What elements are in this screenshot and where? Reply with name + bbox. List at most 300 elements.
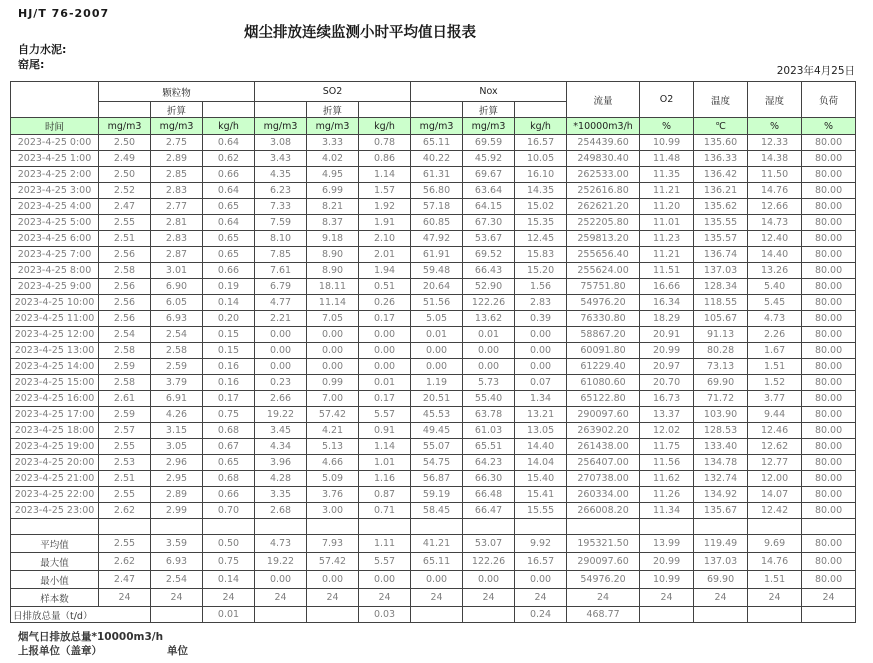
time-cell: 2023-4-25 23:00 <box>11 503 99 519</box>
value-cell: 0.16 <box>203 375 255 391</box>
value-cell: 80.00 <box>802 135 856 151</box>
value-cell: 2.50 <box>99 167 151 183</box>
summary-value-cell: 0.00 <box>255 571 307 589</box>
empty-subheader <box>359 102 411 118</box>
value-cell: 47.92 <box>411 231 463 247</box>
value-cell: 0.00 <box>255 327 307 343</box>
value-cell: 2.59 <box>151 359 203 375</box>
value-cell: 12.00 <box>748 471 802 487</box>
value-cell: 2.52 <box>99 183 151 199</box>
value-cell: 53.67 <box>463 231 515 247</box>
value-cell: 1.92 <box>359 199 411 215</box>
value-cell: 135.57 <box>694 231 748 247</box>
value-cell: 256407.00 <box>567 455 640 471</box>
summary-label: 最大值 <box>11 553 99 571</box>
value-cell: 20.70 <box>640 375 694 391</box>
summary-row <box>11 589 856 607</box>
summary-value-cell: 24 <box>748 589 802 607</box>
value-cell: 15.02 <box>515 199 567 215</box>
daily-total-cell <box>151 607 203 623</box>
value-cell: 2.58 <box>151 343 203 359</box>
summary-value-cell: 0.00 <box>359 571 411 589</box>
value-cell: 0.64 <box>203 215 255 231</box>
time-cell: 2023-4-25 11:00 <box>11 311 99 327</box>
value-cell: 54.75 <box>411 455 463 471</box>
value-cell: 1.16 <box>359 471 411 487</box>
time-cell: 2023-4-25 1:00 <box>11 151 99 167</box>
value-cell: 14.38 <box>748 151 802 167</box>
value-cell: 262621.20 <box>567 199 640 215</box>
empty-cell <box>307 519 359 535</box>
value-cell: 69.52 <box>463 247 515 263</box>
value-cell: 71.72 <box>694 391 748 407</box>
value-cell: 136.21 <box>694 183 748 199</box>
value-cell: 2.83 <box>151 231 203 247</box>
value-cell: 12.02 <box>640 423 694 439</box>
value-cell: 11.75 <box>640 439 694 455</box>
time-cell: 2023-4-25 10:00 <box>11 295 99 311</box>
value-cell: 14.40 <box>748 247 802 263</box>
value-cell: 3.15 <box>151 423 203 439</box>
table-row <box>11 455 856 471</box>
summary-value-cell: 0.75 <box>203 553 255 571</box>
value-cell: 132.74 <box>694 471 748 487</box>
value-cell: 4.35 <box>255 167 307 183</box>
table-row <box>11 471 856 487</box>
value-cell: 270738.00 <box>567 471 640 487</box>
summary-value-cell: 2.62 <box>99 553 151 571</box>
value-cell: 2.51 <box>99 471 151 487</box>
value-cell: 2.89 <box>151 151 203 167</box>
value-cell: 13.37 <box>640 407 694 423</box>
value-cell: 0.19 <box>203 279 255 295</box>
value-cell: 3.45 <box>255 423 307 439</box>
value-cell: 262533.00 <box>567 167 640 183</box>
value-cell: 20.64 <box>411 279 463 295</box>
value-cell: 0.64 <box>203 135 255 151</box>
value-cell: 6.99 <box>307 183 359 199</box>
summary-value-cell: 6.93 <box>151 553 203 571</box>
unit-header: mg/m3 <box>411 118 463 135</box>
col-header-load: 负荷 <box>802 82 856 118</box>
value-cell: 2.62 <box>99 503 151 519</box>
value-cell: 7.85 <box>255 247 307 263</box>
value-cell: 2.99 <box>151 503 203 519</box>
table-row <box>11 359 856 375</box>
summary-label: 最小值 <box>11 571 99 589</box>
value-cell: 6.91 <box>151 391 203 407</box>
table-row <box>11 327 856 343</box>
daily-total-cell <box>255 607 307 623</box>
daily-total-cell <box>307 607 359 623</box>
table-row <box>11 487 856 503</box>
footer-unit-label: 单位 <box>167 645 188 657</box>
value-cell: 128.53 <box>694 423 748 439</box>
value-cell: 20.91 <box>640 327 694 343</box>
summary-value-cell: 69.90 <box>694 571 748 589</box>
value-cell: 0.16 <box>203 359 255 375</box>
empty-cell <box>151 519 203 535</box>
value-cell: 0.01 <box>463 327 515 343</box>
daily-total-row <box>11 607 856 623</box>
unit-header: mg/m3 <box>151 118 203 135</box>
daily-total-cell: 468.77 <box>567 607 640 623</box>
summary-value-cell: 24 <box>151 589 203 607</box>
value-cell: 55.40 <box>463 391 515 407</box>
value-cell: 103.90 <box>694 407 748 423</box>
value-cell: 0.00 <box>411 359 463 375</box>
footer-reporting-unit-label: 上报单位（盖章） <box>18 645 102 657</box>
value-cell: 5.57 <box>359 407 411 423</box>
value-cell: 0.70 <box>203 503 255 519</box>
value-cell: 7.61 <box>255 263 307 279</box>
value-cell: 16.73 <box>640 391 694 407</box>
value-cell: 6.23 <box>255 183 307 199</box>
value-cell: 134.92 <box>694 487 748 503</box>
summary-value-cell: 5.57 <box>359 553 411 571</box>
value-cell: 76330.80 <box>567 311 640 327</box>
value-cell: 5.09 <box>307 471 359 487</box>
company-name: 自力水泥: <box>18 43 67 56</box>
value-cell: 2.58 <box>99 375 151 391</box>
summary-row <box>11 535 856 553</box>
empty-cell <box>567 519 640 535</box>
value-cell: 0.75 <box>203 407 255 423</box>
col-group-nox: Nox <box>411 82 567 102</box>
monitoring-site: 窑尾: <box>18 58 45 71</box>
value-cell: 0.00 <box>463 343 515 359</box>
empty-cell <box>359 519 411 535</box>
summary-value-cell: 24 <box>567 589 640 607</box>
value-cell: 0.67 <box>203 439 255 455</box>
summary-value-cell: 2.47 <box>99 571 151 589</box>
summary-value-cell: 195321.50 <box>567 535 640 553</box>
value-cell: 0.68 <box>203 471 255 487</box>
value-cell: 0.01 <box>359 375 411 391</box>
value-cell: 0.17 <box>203 391 255 407</box>
value-cell: 63.78 <box>463 407 515 423</box>
value-cell: 122.26 <box>463 295 515 311</box>
summary-value-cell: 53.07 <box>463 535 515 553</box>
col-header-converted-so2: 折算 <box>307 102 359 118</box>
summary-value-cell: 80.00 <box>802 571 856 589</box>
value-cell: 12.62 <box>748 439 802 455</box>
value-cell: 1.57 <box>359 183 411 199</box>
summary-row <box>11 553 856 571</box>
value-cell: 266008.20 <box>567 503 640 519</box>
table-row <box>11 279 856 295</box>
value-cell: 137.03 <box>694 263 748 279</box>
value-cell: 2.68 <box>255 503 307 519</box>
value-cell: 80.00 <box>802 439 856 455</box>
table-row <box>11 423 856 439</box>
value-cell: 80.00 <box>802 455 856 471</box>
value-cell: 3.00 <box>307 503 359 519</box>
summary-value-cell: 0.00 <box>515 571 567 589</box>
value-cell: 13.26 <box>748 263 802 279</box>
value-cell: 12.66 <box>748 199 802 215</box>
value-cell: 136.42 <box>694 167 748 183</box>
value-cell: 0.51 <box>359 279 411 295</box>
value-cell: 0.39 <box>515 311 567 327</box>
value-cell: 2.51 <box>99 231 151 247</box>
value-cell: 135.55 <box>694 215 748 231</box>
table-row <box>11 199 856 215</box>
value-cell: 61080.60 <box>567 375 640 391</box>
value-cell: 3.77 <box>748 391 802 407</box>
value-cell: 0.66 <box>203 167 255 183</box>
summary-value-cell: 24 <box>694 589 748 607</box>
empty-cell <box>463 519 515 535</box>
empty-subheader <box>203 102 255 118</box>
table-row <box>11 503 856 519</box>
summary-value-cell: 20.99 <box>640 553 694 571</box>
value-cell: 3.76 <box>307 487 359 503</box>
value-cell: 0.00 <box>307 359 359 375</box>
value-cell: 2.83 <box>515 295 567 311</box>
col-header-converted-nox: 折算 <box>463 102 515 118</box>
unit-header: mg/m3 <box>463 118 515 135</box>
table-row <box>11 407 856 423</box>
value-cell: 80.00 <box>802 487 856 503</box>
value-cell: 0.87 <box>359 487 411 503</box>
value-cell: 11.35 <box>640 167 694 183</box>
summary-value-cell: 13.99 <box>640 535 694 553</box>
value-cell: 2.57 <box>99 423 151 439</box>
table-row <box>11 183 856 199</box>
value-cell: 11.51 <box>640 263 694 279</box>
value-cell: 8.90 <box>307 247 359 263</box>
value-cell: 1.52 <box>748 375 802 391</box>
value-cell: 9.44 <box>748 407 802 423</box>
value-cell: 57.18 <box>411 199 463 215</box>
value-cell: 263902.20 <box>567 423 640 439</box>
value-cell: 55.07 <box>411 439 463 455</box>
value-cell: 0.65 <box>203 199 255 215</box>
summary-value-cell: 10.99 <box>640 571 694 589</box>
time-cell: 2023-4-25 13:00 <box>11 343 99 359</box>
value-cell: 105.67 <box>694 311 748 327</box>
unit-header: mg/m3 <box>255 118 307 135</box>
col-header-temperature: 温度 <box>694 82 748 118</box>
value-cell: 2.01 <box>359 247 411 263</box>
value-cell: 80.00 <box>802 231 856 247</box>
value-cell: 12.42 <box>748 503 802 519</box>
value-cell: 2.21 <box>255 311 307 327</box>
col-group-so2: SO2 <box>255 82 411 102</box>
empty-cell <box>515 519 567 535</box>
value-cell: 8.37 <box>307 215 359 231</box>
value-cell: 20.97 <box>640 359 694 375</box>
value-cell: 61.03 <box>463 423 515 439</box>
summary-value-cell: 80.00 <box>802 553 856 571</box>
value-cell: 14.35 <box>515 183 567 199</box>
table-body <box>11 135 856 623</box>
value-cell: 66.48 <box>463 487 515 503</box>
value-cell: 4.77 <box>255 295 307 311</box>
value-cell: 11.21 <box>640 183 694 199</box>
value-cell: 58867.20 <box>567 327 640 343</box>
value-cell: 0.62 <box>203 151 255 167</box>
value-cell: 11.48 <box>640 151 694 167</box>
value-cell: 13.21 <box>515 407 567 423</box>
value-cell: 5.05 <box>411 311 463 327</box>
value-cell: 0.68 <box>203 423 255 439</box>
value-cell: 6.05 <box>151 295 203 311</box>
col-header-flow: 流量 <box>567 82 640 118</box>
value-cell: 7.00 <box>307 391 359 407</box>
time-cell: 2023-4-25 12:00 <box>11 327 99 343</box>
value-cell: 12.46 <box>748 423 802 439</box>
value-cell: 8.21 <box>307 199 359 215</box>
summary-value-cell: 9.92 <box>515 535 567 553</box>
daily-total-cell <box>411 607 463 623</box>
value-cell: 11.21 <box>640 247 694 263</box>
time-cell: 2023-4-25 2:00 <box>11 167 99 183</box>
daily-total-cell: 0.03 <box>359 607 411 623</box>
value-cell: 80.28 <box>694 343 748 359</box>
value-cell: 2.59 <box>99 359 151 375</box>
time-cell: 2023-4-25 22:00 <box>11 487 99 503</box>
value-cell: 4.26 <box>151 407 203 423</box>
value-cell: 7.59 <box>255 215 307 231</box>
col-header-time: 时间 <box>11 118 99 135</box>
value-cell: 0.00 <box>255 359 307 375</box>
value-cell: 2.66 <box>255 391 307 407</box>
value-cell: 16.57 <box>515 135 567 151</box>
value-cell: 67.30 <box>463 215 515 231</box>
value-cell: 2.81 <box>151 215 203 231</box>
value-cell: 80.00 <box>802 343 856 359</box>
value-cell: 15.55 <box>515 503 567 519</box>
value-cell: 61229.40 <box>567 359 640 375</box>
value-cell: 20.99 <box>640 343 694 359</box>
value-cell: 45.53 <box>411 407 463 423</box>
value-cell: 80.00 <box>802 263 856 279</box>
value-cell: 0.20 <box>203 311 255 327</box>
empty-subheader <box>99 102 151 118</box>
value-cell: 135.60 <box>694 135 748 151</box>
daily-total-cell <box>802 607 856 623</box>
value-cell: 3.01 <box>151 263 203 279</box>
value-cell: 2.55 <box>99 487 151 503</box>
summary-value-cell: 0.00 <box>463 571 515 589</box>
value-cell: 2.83 <box>151 183 203 199</box>
value-cell: 1.01 <box>359 455 411 471</box>
summary-value-cell: 24 <box>255 589 307 607</box>
value-cell: 80.00 <box>802 167 856 183</box>
value-cell: 1.56 <box>515 279 567 295</box>
value-cell: 80.00 <box>802 247 856 263</box>
summary-value-cell: 0.14 <box>203 571 255 589</box>
doc-standard-code: HJ/T 76-2007 <box>18 7 110 20</box>
value-cell: 59.19 <box>411 487 463 503</box>
unit-header: % <box>802 118 856 135</box>
value-cell: 2.56 <box>99 295 151 311</box>
empty-subheader <box>515 102 567 118</box>
page-title: 烟尘排放连续监测小时平均值日报表 <box>244 25 476 41</box>
value-cell: 254439.60 <box>567 135 640 151</box>
value-cell: 0.17 <box>359 391 411 407</box>
value-cell: 1.67 <box>748 343 802 359</box>
value-cell: 80.00 <box>802 295 856 311</box>
value-cell: 4.73 <box>748 311 802 327</box>
summary-value-cell: 24 <box>411 589 463 607</box>
value-cell: 4.02 <box>307 151 359 167</box>
value-cell: 4.34 <box>255 439 307 455</box>
value-cell: 135.62 <box>694 199 748 215</box>
table-row <box>11 295 856 311</box>
unit-header: % <box>640 118 694 135</box>
value-cell: 2.50 <box>99 135 151 151</box>
value-cell: 80.00 <box>802 375 856 391</box>
value-cell: 118.55 <box>694 295 748 311</box>
value-cell: 0.65 <box>203 247 255 263</box>
report-table <box>10 81 856 623</box>
table-row <box>11 247 856 263</box>
value-cell: 1.19 <box>411 375 463 391</box>
value-cell: 0.01 <box>411 327 463 343</box>
value-cell: 11.26 <box>640 487 694 503</box>
value-cell: 0.17 <box>359 311 411 327</box>
value-cell: 0.00 <box>411 343 463 359</box>
value-cell: 135.67 <box>694 503 748 519</box>
time-cell: 2023-4-25 14:00 <box>11 359 99 375</box>
time-cell: 2023-4-25 18:00 <box>11 423 99 439</box>
col-header-humidity: 湿度 <box>748 82 802 118</box>
value-cell: 16.66 <box>640 279 694 295</box>
value-cell: 10.05 <box>515 151 567 167</box>
summary-value-cell: 1.11 <box>359 535 411 553</box>
value-cell: 6.79 <box>255 279 307 295</box>
value-cell: 252616.80 <box>567 183 640 199</box>
table-row <box>11 375 856 391</box>
value-cell: 3.96 <box>255 455 307 471</box>
summary-value-cell: 54976.20 <box>567 571 640 589</box>
daily-total-cell <box>748 607 802 623</box>
value-cell: 66.30 <box>463 471 515 487</box>
value-cell: 2.61 <box>99 391 151 407</box>
value-cell: 0.00 <box>463 359 515 375</box>
value-cell: 10.99 <box>640 135 694 151</box>
summary-value-cell: 122.26 <box>463 553 515 571</box>
summary-value-cell: 1.51 <box>748 571 802 589</box>
value-cell: 0.66 <box>203 263 255 279</box>
empty-cell <box>802 519 856 535</box>
summary-value-cell: 2.54 <box>151 571 203 589</box>
time-cell: 2023-4-25 15:00 <box>11 375 99 391</box>
unit-header: kg/h <box>515 118 567 135</box>
value-cell: 2.96 <box>151 455 203 471</box>
value-cell: 45.92 <box>463 151 515 167</box>
value-cell: 2.85 <box>151 167 203 183</box>
value-cell: 5.13 <box>307 439 359 455</box>
value-cell: 11.01 <box>640 215 694 231</box>
value-cell: 11.56 <box>640 455 694 471</box>
value-cell: 2.89 <box>151 487 203 503</box>
unit-header: kg/h <box>203 118 255 135</box>
summary-value-cell: 65.11 <box>411 553 463 571</box>
value-cell: 49.45 <box>411 423 463 439</box>
summary-value-cell: 24 <box>203 589 255 607</box>
time-cell: 2023-4-25 20:00 <box>11 455 99 471</box>
value-cell: 11.50 <box>748 167 802 183</box>
value-cell: 8.10 <box>255 231 307 247</box>
value-cell: 61.91 <box>411 247 463 263</box>
summary-value-cell: 24 <box>640 589 694 607</box>
time-cell: 2023-4-25 0:00 <box>11 135 99 151</box>
value-cell: 133.40 <box>694 439 748 455</box>
